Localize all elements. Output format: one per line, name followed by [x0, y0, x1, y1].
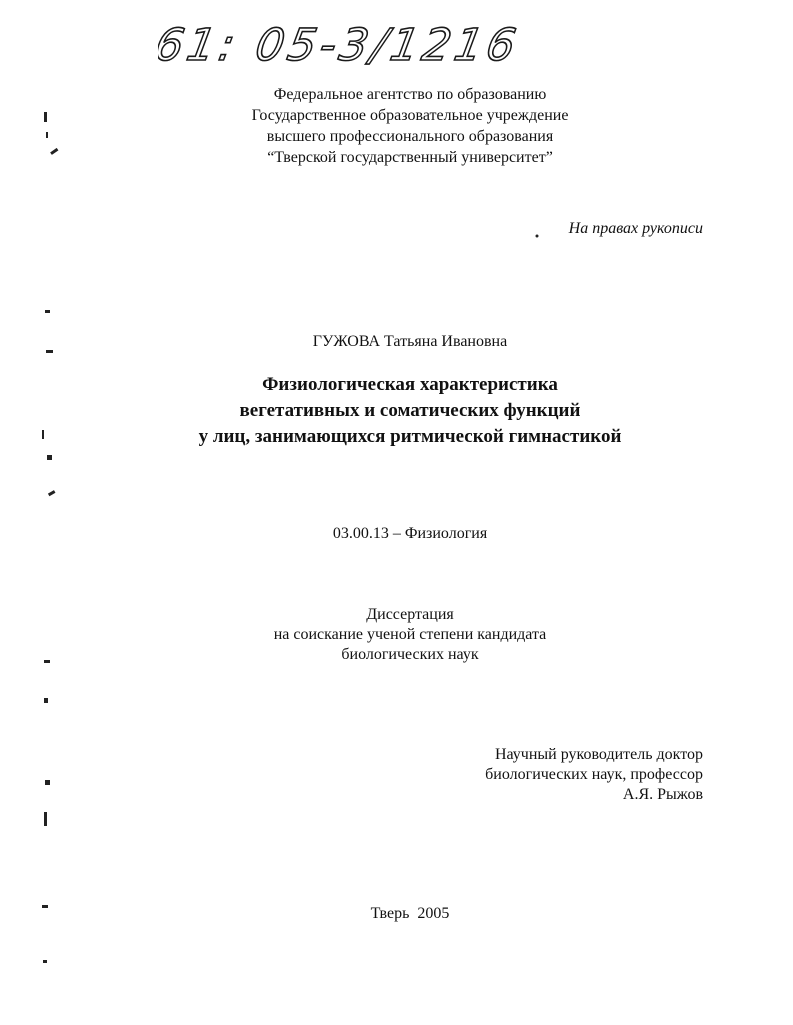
handwritten-archive-code [158, 8, 518, 78]
degree-line-2: на соискание ученой степени кандидата [273, 626, 547, 643]
dissertation-title [140, 372, 680, 450]
specialty-code: 03.00.13 – Физиология [332, 525, 488, 542]
degree-line-3: биологических наук [341, 646, 479, 663]
supervisor-line-2: биологических наук, профессор [485, 766, 703, 783]
author-name: ГУЖОВА Татьяна Ивановна [312, 333, 508, 350]
title-line-3: у лиц, занимающихся ритмической гимнастикой [198, 426, 622, 447]
title-line-1: Физиологическая характеристика [262, 374, 558, 395]
org-line-1: Федеральное агентство по образованию [273, 86, 547, 103]
supervisor-line-3: А.Я. Рыжов [622, 786, 703, 803]
degree-line-1: Диссертация [366, 606, 454, 623]
supervisor-line-1: Научный руководитель доктор [494, 746, 703, 763]
title-line-2: вегетативных и соматических функций [239, 400, 581, 421]
degree-block [180, 605, 640, 665]
handwritten-code-text: 61: 05-3/1216 [158, 20, 518, 71]
supervisor-block [420, 745, 703, 805]
org-line-2: Государственное образовательное учреждение [251, 107, 569, 124]
org-line-4: “Тверской государственный университет” [267, 149, 553, 166]
organization-block [160, 84, 660, 168]
city-year: Тверь 2005 [370, 905, 450, 922]
handwritten-code-drawing [158, 8, 518, 78]
org-line-3: высшего профессионального образования [266, 128, 554, 145]
manuscript-note: На правах рукописи [568, 220, 703, 237]
